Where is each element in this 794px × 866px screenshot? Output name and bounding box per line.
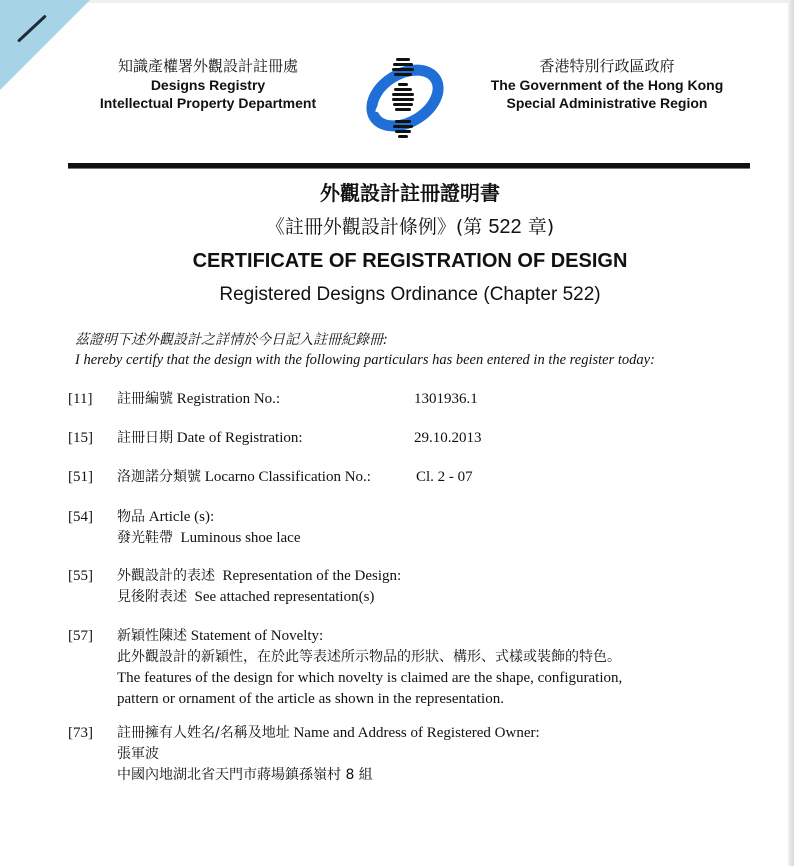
field-code: [55] (68, 568, 93, 584)
field-label-en: Date of Registration: (176, 430, 303, 446)
owner-name: 張軍波 (117, 746, 159, 762)
ordinance-en: Registered Designs Ordinance (Chapter 522) (219, 284, 601, 305)
field-label-en: Representation of the Design: (222, 568, 402, 584)
certification-statement (75, 330, 755, 370)
field-label-en: Statement of Novelty: (190, 628, 324, 644)
registration-date-value: 29.10.2013 (414, 430, 482, 446)
field-label-zh: 洛迦諾分類號 (117, 469, 201, 485)
field-code: [57] (68, 628, 93, 644)
article-value-zh: 發光鞋帶 (117, 530, 173, 546)
government-name-line1: The Government of the Hong Kong (490, 77, 724, 93)
locarno-classification-value: Cl. 2 - 07 (416, 469, 473, 485)
field-label-en: Article (s): (148, 509, 215, 525)
issuer-name-zh: 知識產權署外觀設計註冊處 (117, 57, 298, 75)
government-header (478, 56, 736, 112)
field-label-en: Locarno Classification No.: (204, 469, 371, 485)
novelty-text-zh: 此外觀設計的新穎性，在於此等表述所示物品的形狀、構形、式樣或裝飾的特色。 (117, 649, 621, 665)
issuer-department: Intellectual Property Department (99, 95, 317, 111)
field-label-zh: 新穎性陳述 (117, 628, 187, 644)
registration-number-value: 1301936.1 (414, 391, 478, 407)
representation-value-zh: 見後附表述 (117, 589, 187, 605)
field-code: [54] (68, 509, 93, 525)
ordinance-zh (60, 210, 760, 244)
field-label-en: Registration No.: (176, 391, 281, 407)
corner-tab (0, 0, 90, 90)
issuer-header (90, 56, 326, 112)
novelty-text-en-2: pattern or ornament of the article as shown in the representation. (117, 691, 504, 707)
article-value-en: Luminous shoe lace (180, 530, 301, 546)
ordinance-zh-chapter: 522 (488, 216, 522, 238)
field-code: [15] (68, 430, 93, 446)
title-zh: 外觀設計註冊證明書 (320, 181, 500, 205)
field-label-zh: 註冊擁有人姓名/名稱及地址 (117, 725, 290, 741)
government-name-line2: Special Administrative Region (506, 95, 708, 111)
field-label-zh: 物品 (117, 509, 145, 525)
header-divider (68, 163, 750, 169)
field-label-zh: 外觀設計的表述 (117, 568, 215, 584)
certification-en: I hereby certify that the design with the following particulars has been entered in the register today: (75, 352, 655, 368)
page-right-edge (788, 0, 794, 866)
field-code: [51] (68, 469, 93, 485)
ordinance-zh-pre: 《註冊外觀設計條例》(第 (265, 216, 489, 238)
certification-zh: 茲證明下述外觀設計之詳情於今日記入註冊紀錄冊: (75, 332, 388, 348)
representation-value-en: See attached representation(s) (194, 589, 375, 605)
page-top-edge (0, 0, 794, 3)
field-code: [73] (68, 725, 93, 741)
field-label-zh: 註冊日期 (117, 430, 173, 446)
novelty-text-en-1: The features of the design for which novelty is claimed are the shape, configuration, (117, 670, 623, 686)
certificate-title (60, 178, 760, 312)
field-code: [11] (68, 391, 93, 407)
issuer-registry: Designs Registry (150, 77, 266, 93)
government-name-zh: 香港特別行政區政府 (539, 57, 675, 75)
owner-address: 中國內地湖北省天門市蔣場鎮孫嶺村 8 組 (117, 767, 373, 783)
ordinance-zh-post: 章) (521, 216, 555, 238)
field-label-zh: 註冊編號 (117, 391, 173, 407)
hksar-government-logo-icon (355, 50, 455, 145)
title-en: CERTIFICATE OF REGISTRATION OF DESIGN (192, 250, 628, 272)
field-label-en: Name and Address of Registered Owner: (293, 725, 540, 741)
